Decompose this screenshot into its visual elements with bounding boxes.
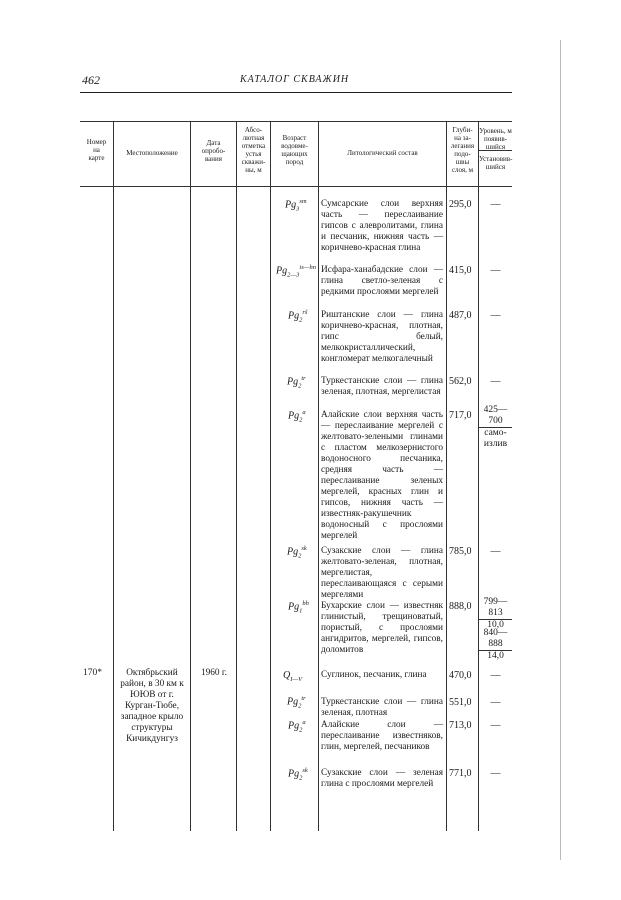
depth-value: 415,0 (449, 265, 472, 276)
level-value: — (490, 310, 501, 321)
level-value: — (490, 199, 501, 210)
age-index: $Pg_2^a$ (288, 719, 306, 734)
level-fraction: $\frac{840—888}{14,0}$ (479, 628, 512, 662)
well-location: Октябрьский район, в 30 км к ЮЮВ от г. Курган-Тюбе, западное крыло структуры Кичикдунгуз (120, 668, 184, 744)
header-age: Возраст водовме- щающих пород (281, 134, 308, 166)
level-value: — (490, 697, 501, 708)
header-abs-mark: Абсо- лютная отметка устья скважи- ны, м (241, 126, 266, 174)
lithology-text: Туркестанские слои — глина зеленая, плотная, мергелистая (321, 376, 443, 397)
level-value: — (490, 376, 501, 387)
age-index: $Pg_{2—3}^{is—hn}$ (276, 264, 317, 279)
age-index: $Pg_1^{bh}$ (288, 600, 309, 615)
depth-value: 888,0 (449, 601, 472, 612)
level-value: — (490, 546, 501, 557)
age-index: $Pg_2^a$ (288, 409, 306, 424)
header-depth: Глуби- на за- легания подо- швы слоя, м (450, 126, 475, 174)
sampling-date: 1960 г. (200, 668, 227, 678)
header-lithology: Литологический состав (347, 149, 418, 157)
lithology-text: Сузакские слои — зеленая глина с прослоями мергелей (321, 768, 443, 789)
level-value: — (490, 720, 501, 731)
level-value: — (490, 265, 501, 276)
running-title: КАТАЛОГ СКВАЖИН (240, 74, 350, 85)
depth-value: 785,0 (449, 546, 472, 557)
lithology-text: Сумсарские слои верхняя часть — переслаивание гипсов с алевролитами, глина и песчаник, нижняя часть — коричнево-красная глина (321, 199, 443, 253)
level-fraction: $\frac{799—813}{10,0}$ (479, 597, 512, 631)
depth-value: 487,0 (449, 310, 472, 321)
lithology-text: Риштанские слои — глина коричнево-красная, плотная, гипс белый, мелкокристаллический, конгломерат мелкогалечный (321, 310, 443, 364)
depth-value: 562,0 (449, 376, 472, 387)
page-number: 462 (82, 73, 100, 87)
depth-value: 470,0 (449, 670, 472, 681)
header-date: Дата опробо- вания (201, 139, 226, 163)
level-value: — (490, 670, 501, 681)
header-level-established: Установив-шийся (479, 155, 513, 171)
lithology-text: Суглинок, песчаник, глина (321, 670, 427, 680)
lithology-text: Туркестанские слои — глина зеленая, плотная (321, 697, 443, 718)
level-value: — (490, 768, 501, 779)
age-index: $Q_{I—V}$ (283, 670, 303, 683)
lithology-text: Алайские слои верхняя часть — переслаивание мергелей с желтовато-зелеными глинами с пластом мелкозернистого водоносного песчаника, средняя часть — переслаивание зеленых мергелей, красных глин и гипсов, нижняя часть — известняк-ракушечник водоносный с прослоями мергелей (321, 410, 443, 541)
lithology-text: Исфара-ханабадские слои — глина светло-зеленая с редкими прослоями мергелей (321, 265, 443, 297)
page-binding-line (560, 40, 561, 860)
age-index: $Pg_2^{sk}$ (288, 767, 308, 782)
header-map-number: Номер на карте (86, 138, 107, 162)
header-level-appeared: Уровень, м появив- шийся (479, 127, 512, 151)
header-rule (80, 92, 512, 93)
depth-value: 713,0 (449, 720, 472, 731)
header-location: Местоположение (126, 149, 178, 157)
age-index: $Pg_2^{sk}$ (287, 545, 307, 560)
age-index: $Pg_2^{rš}$ (288, 309, 308, 324)
age-index: $Pg_2^{tr}$ (287, 375, 306, 390)
depth-value: 551,0 (449, 697, 472, 708)
depth-value: 717,0 (449, 410, 472, 421)
lithology-text: Алайские слои — переслаивание известняков, глин, мергелей, песчаников (321, 720, 443, 752)
age-index: $Pg_3^{sm}$ (285, 198, 307, 213)
depth-value: 771,0 (449, 768, 472, 779)
level-fraction: 425—700 само- излив (479, 405, 512, 450)
lithology-text: Бухарские слои — известняк глинистый, трещиноватый, пористый, с прослоями ангидритов, мергелей, гипсов, доломитов (321, 601, 443, 655)
map-number: 170* (83, 668, 102, 678)
age-index: $Pg_2^{tr}$ (287, 695, 306, 710)
depth-value: 295,0 (449, 199, 472, 210)
lithology-text: Сузакские слои — глина желтовато-зеленая, плотная, мергелистая, переслаивающаяся с серыми мергелями (321, 546, 443, 600)
